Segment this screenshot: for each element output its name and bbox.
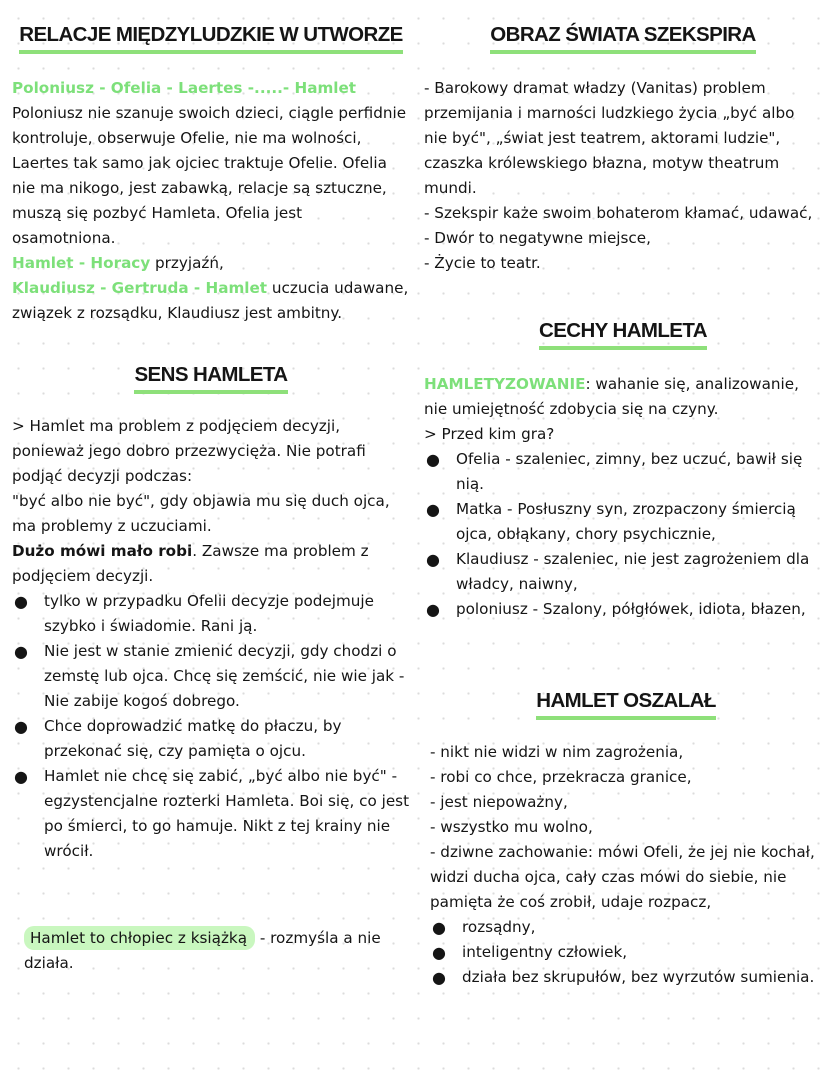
- section-title-relacje: RELACJE MIĘDZYLUDZKIE W UTWORZE: [12, 22, 410, 54]
- relacje-line-2: Hamlet - Horacy przyjaźń,: [12, 254, 224, 272]
- sens-bullet-list: [12, 589, 410, 864]
- section-title-sens: SENS HAMLETA: [12, 362, 410, 394]
- section-title-cechy: CECHY HAMLETA: [424, 318, 822, 350]
- sens-para-2: "być albo nie być", gdy objawia mu się duch ojca, ma problemy z uczuciami.: [12, 492, 390, 535]
- list-item: ● tylko w przypadku Ofelii decyzje podejmuje szybko i świadomie. Rani ją.: [14, 592, 374, 635]
- list-item: ● Nie jest w stanie zmienić decyzji, gdy chodzi o zemstę lub ojca. Chcę się zemścić, nie wie jak - Nie zabije kogoś dobrego.: [14, 642, 405, 710]
- oszalal-line: - wszystko mu wolno,: [430, 818, 593, 836]
- section-cechy: [424, 318, 822, 622]
- section-oszalal: [430, 688, 822, 990]
- list-item: ● Matka - Posłuszny syn, zrozpaczony śmiercią ojca, obłąkany, chory psychicznie,: [426, 500, 796, 543]
- relacje-line-1: Poloniusz - Ofelia - Laertes -.....- Hamlet: [12, 79, 357, 97]
- list-item: ● Chce doprowadzić matkę do płaczu, by przekonać się, czy pamięta o ojcu.: [14, 717, 342, 760]
- cechy-bullet-list: [424, 447, 822, 622]
- oszalal-line: - dziwne zachowanie: mówi Ofeli, że jej nie kochał, widzi ducha ojca, cały czas mówi do siebie, nie pamięta że coś zrobił, udaje rozpacz,: [430, 843, 815, 911]
- cechy-question: > Przed kim gra?: [424, 425, 555, 443]
- section-title-oszalal: HAMLET OSZALAŁ: [430, 688, 822, 720]
- obraz-line: - Życie to teatr.: [424, 254, 541, 272]
- oszalal-line: - nikt nie widzi w nim zagrożenia,: [430, 743, 684, 761]
- oszalal-line: - jest niepoważny,: [430, 793, 568, 811]
- section-obraz: [424, 22, 822, 276]
- section-title-obraz: OBRAZ ŚWIATA SZEKSPIRA: [424, 22, 822, 54]
- sens-para-1: > Hamlet ma problem z podjęciem decyzji, ponieważ jego dobro przezwycięża. Nie potrafi podjąć decyzji podczas:: [12, 417, 366, 485]
- list-item: ● inteligentny człowiek,: [432, 943, 628, 962]
- list-item: ● rozsądny,: [432, 918, 536, 937]
- list-item: ● działa bez skrupułów, bez wyrzutów sumienia.: [432, 968, 815, 987]
- list-item: ● poloniusz - Szalony, półgłówek, idiota, błazen,: [426, 600, 806, 619]
- obraz-line: - Szekspir każe swoim bohaterom kłamać, udawać,: [424, 204, 813, 222]
- list-item: ● Ofelia - szaleniec, zimny, bez uczuć, bawił się nią.: [426, 450, 803, 493]
- list-item: ● Hamlet nie chcę się zabić, „być albo nie być" - egzystencjalne rozterki Hamleta. Boi się, co jest po śmierci, to go hamuje. Nikt z tej krainy nie wrócił.: [14, 767, 410, 860]
- list-item: ● Klaudiusz - szaleniec, nie jest zagrożeniem dla władcy, naiwny,: [426, 550, 810, 593]
- highlight-note: Hamlet to chłopiec z książką - rozmyśla a nie działa.: [24, 926, 394, 976]
- highlight-text: Hamlet to chłopiec z książką: [24, 926, 255, 950]
- obraz-line: - Barokowy dramat władzy (Vanitas) problem przemijania i marności ludzkiego życia „być albo nie być", „świat jest teatrem, aktorami ludzie", czaszka królewskiego błazna, motyw theatrum mundi.: [424, 79, 795, 197]
- relacje-line-3: Klaudiusz - Gertruda - Hamlet uczucia udawane, związek z rozsądku, Klaudiusz jest ambitny.: [12, 279, 409, 322]
- cechy-definition: HAMLETYZOWANIE: wahanie się, analizowanie, nie umiejętność zdobycia się na czyny.: [424, 375, 799, 418]
- oszalal-bullet-list: [430, 915, 822, 990]
- sens-para-3: Dużo mówi mało robi. Zawsze ma problem z podjęciem decyzji.: [12, 542, 369, 585]
- section-sens: [12, 362, 410, 864]
- obraz-line: - Dwór to negatywne miejsce,: [424, 229, 651, 247]
- oszalal-line: - robi co chce, przekracza granice,: [430, 768, 692, 786]
- section-relacje: [12, 22, 410, 326]
- relacje-paragraph: Poloniusz nie szanuje swoich dzieci, ciągle perfidnie kontroluje, obserwuje Ofelie, nie ma wolności, Laertes tak samo jak ojciec traktuje Ofelie. Ofelia nie ma nikogo, jest zabawką, relacje są sztuczne, muszą się pozbyć Hamleta. Ofelia jest osamotniona.: [12, 104, 407, 247]
